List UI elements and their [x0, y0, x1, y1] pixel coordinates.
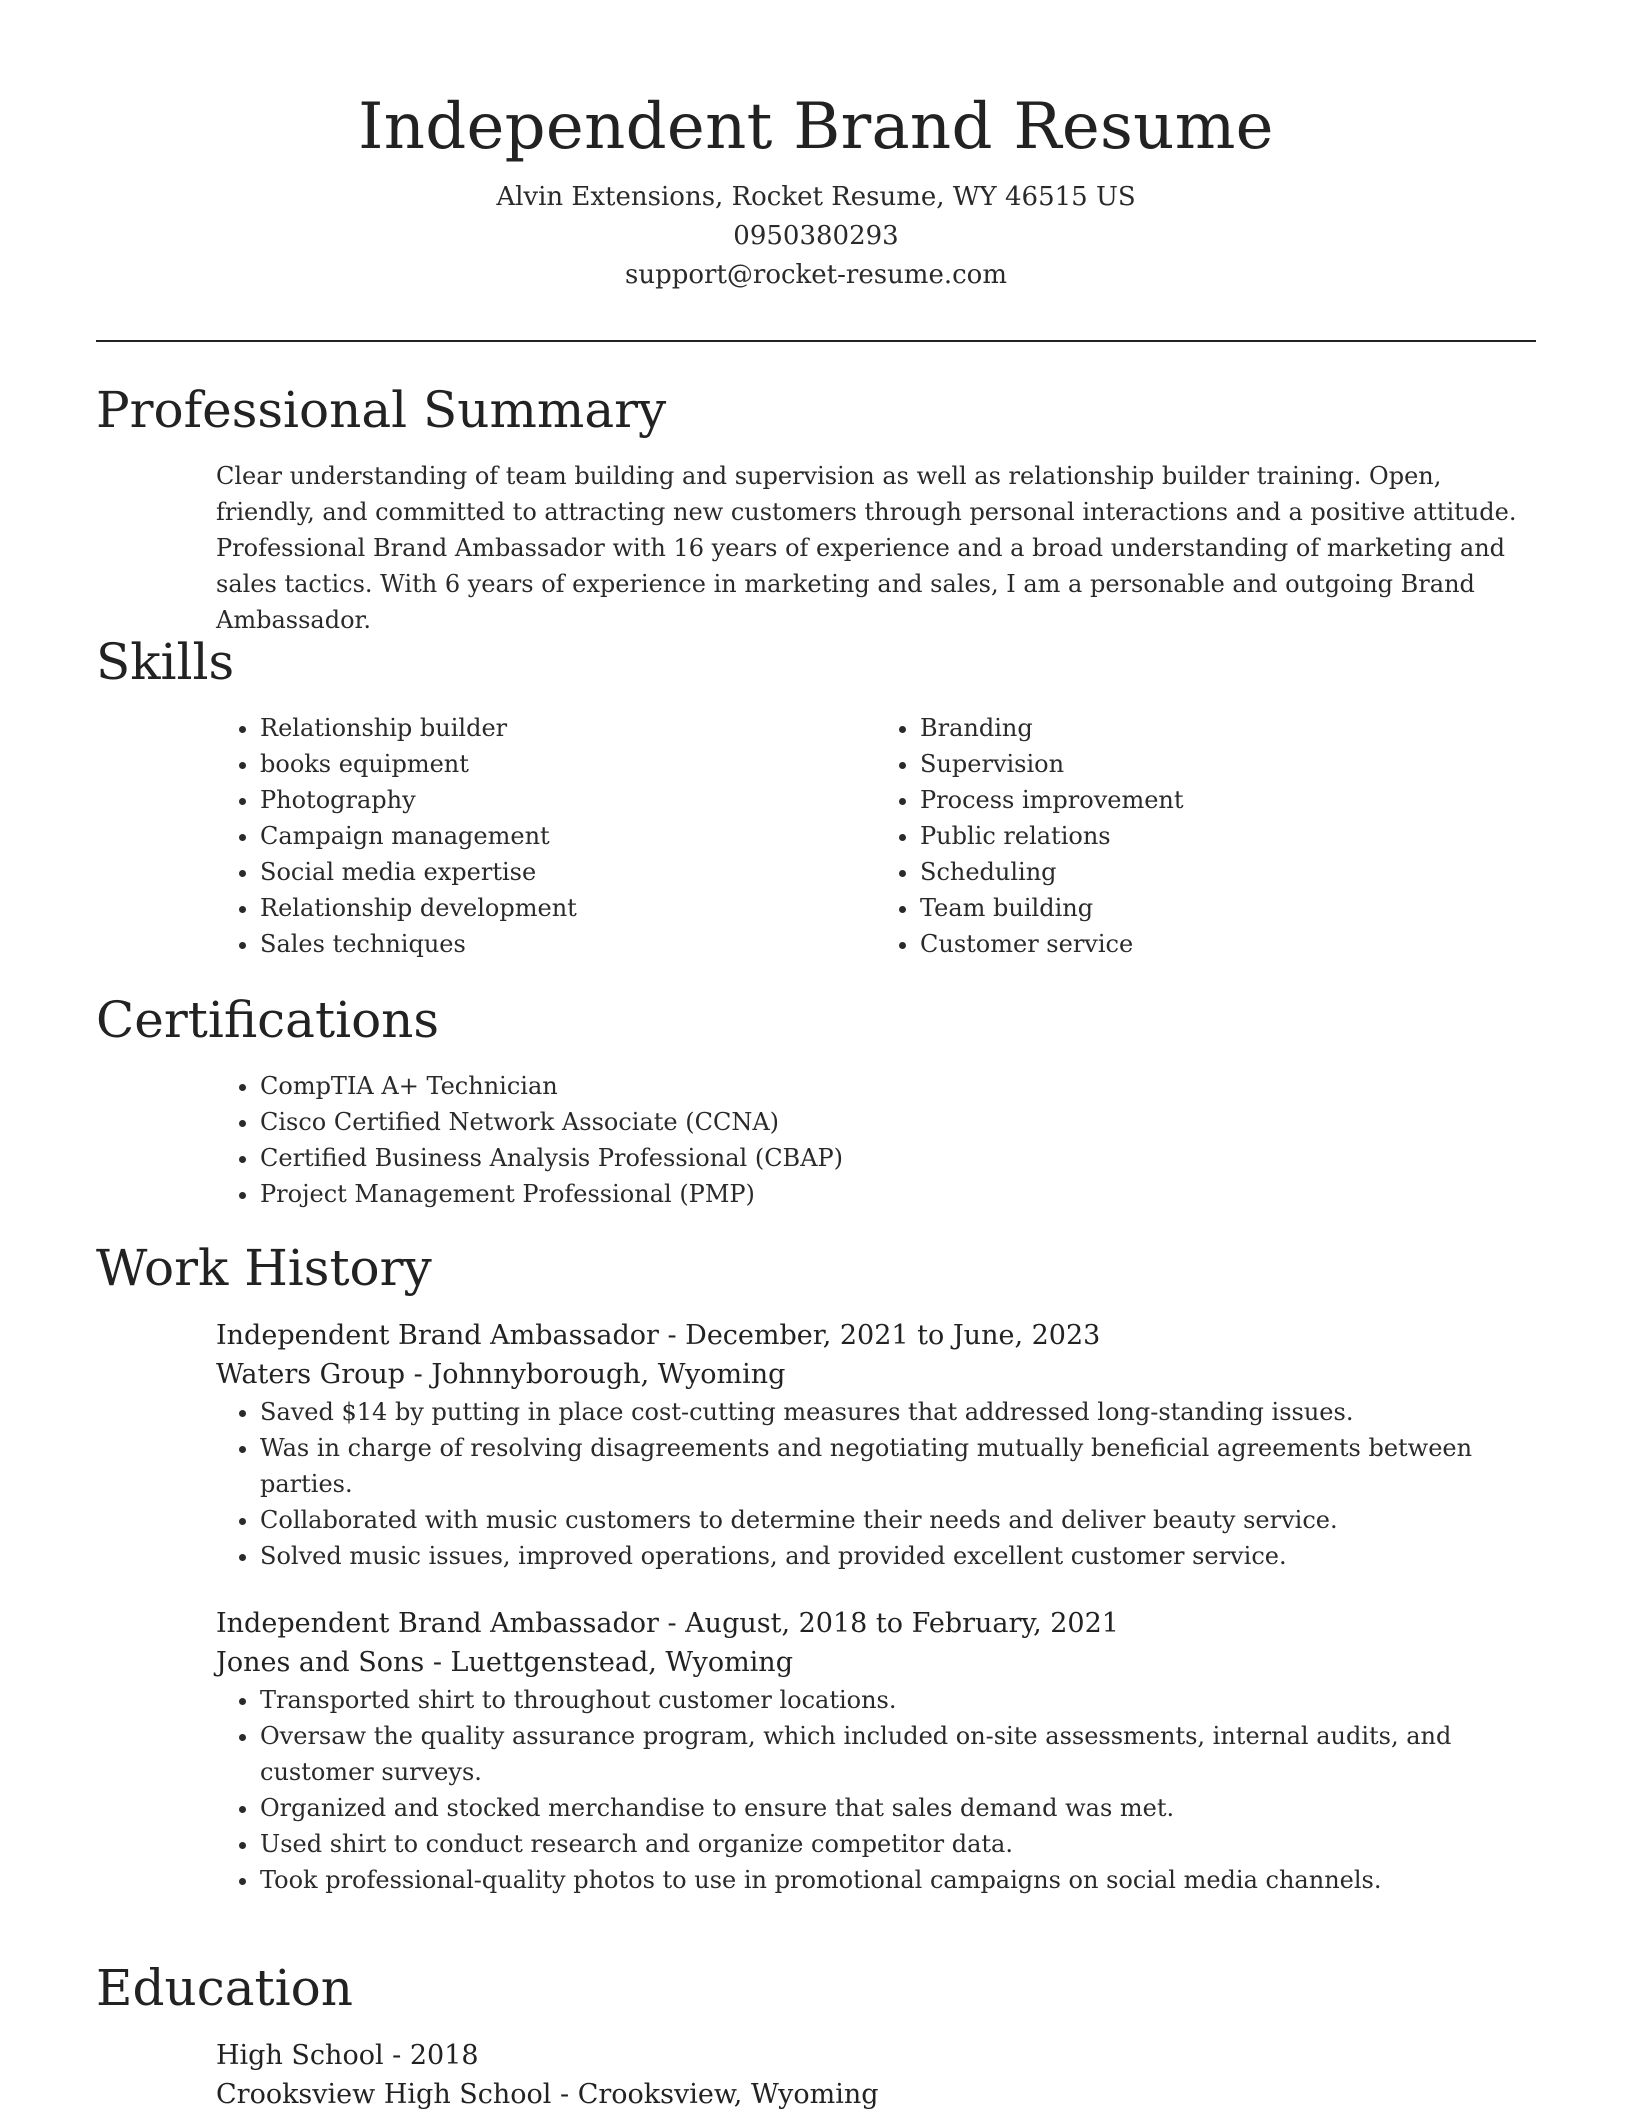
header-divider: [96, 340, 1536, 342]
skill-item: • Process improvement: [920, 782, 1536, 818]
certification-item: • Project Management Professional (PMP): [260, 1176, 1536, 1212]
certification-item: • Certified Business Analysis Professional (CBAP): [260, 1140, 1536, 1176]
job-bullet: • Transported shirt to throughout customer locations.: [260, 1682, 1536, 1718]
certifications-list: [216, 1068, 1536, 1212]
work-history-heading: Work History: [96, 1239, 432, 1297]
skill-item: • Relationship builder: [260, 710, 876, 746]
skill-item: • Customer service: [920, 926, 1536, 962]
education-degree-line: High School - 2018: [216, 2040, 479, 2071]
skill-item: • Branding: [920, 710, 1536, 746]
job-bullet: • Organized and stocked merchandise to ensure that sales demand was met.: [260, 1790, 1536, 1826]
education-heading: Education: [96, 1959, 353, 2017]
resume-name: Independent Brand Resume: [358, 90, 1274, 164]
skills-column-right: [876, 710, 1536, 962]
work-history: [216, 1316, 1536, 1898]
certification-item: • Cisco Certified Network Associate (CCNA): [260, 1104, 1536, 1140]
job-company-line: Waters Group - Johnnyborough, Wyoming: [216, 1359, 786, 1390]
skills-list: [216, 710, 1536, 962]
phone: 0950380293: [733, 221, 899, 251]
resume-header: [0, 0, 1632, 295]
summary-heading: Professional Summary: [96, 381, 667, 439]
skill-item: • Sales techniques: [260, 926, 876, 962]
skill-item: • books equipment: [260, 746, 876, 782]
education-entry: [216, 2036, 1536, 2114]
job-entry: [216, 1316, 1536, 1574]
certification-item: • CompTIA A+ Technician: [260, 1068, 1536, 1104]
job-bullet: • Was in charge of resolving disagreements and negotiating mutually beneficial agreements between parties.: [260, 1430, 1536, 1502]
skills-column-left: [216, 710, 876, 962]
job-title-line: Independent Brand Ambassador - August, 2018 to February, 2021: [216, 1608, 1119, 1639]
education-school-line: Crooksview High School - Crooksview, Wyoming: [216, 2079, 879, 2110]
skill-item: • Scheduling: [920, 854, 1536, 890]
job-bullet: • Oversaw the quality assurance program, which included on-site assessments, internal audits, and customer surveys.: [260, 1718, 1536, 1790]
job-title-line: Independent Brand Ambassador - December, 2021 to June, 2023: [216, 1320, 1101, 1351]
job-bullet: • Took professional-quality photos to use in promotional campaigns on social media channels.: [260, 1862, 1536, 1898]
skill-item: • Public relations: [920, 818, 1536, 854]
skill-item: • Relationship development: [260, 890, 876, 926]
email: support@rocket-resume.com: [624, 260, 1007, 290]
summary-text: Clear understanding of team building and supervision as well as relationship builder training. Open, friendly, and committed to attracting new customers through personal interactions and a positive attitude. Professional Brand Ambassador with 16 years of experience and a broad understanding of marketing and sales tactics. With 6 years of experience in marketing and sales, I am a personable and outgoing Brand Ambassador.: [216, 462, 1517, 634]
skills-heading: Skills: [96, 633, 235, 691]
skill-item: • Supervision: [920, 746, 1536, 782]
skill-item: • Photography: [260, 782, 876, 818]
address: Alvin Extensions, Rocket Resume, WY 46515 US: [496, 182, 1136, 212]
job-entry: [216, 1604, 1536, 1898]
job-bullet: • Saved $14 by putting in place cost-cutting measures that addressed long-standing issues.: [260, 1394, 1536, 1430]
job-bullet: • Collaborated with music customers to determine their needs and deliver beauty service.: [260, 1502, 1536, 1538]
job-bullet: • Used shirt to conduct research and organize competitor data.: [260, 1826, 1536, 1862]
skill-item: • Campaign management: [260, 818, 876, 854]
job-bullets: [216, 1682, 1536, 1898]
contact-block: [0, 178, 1632, 295]
job-bullet: • Solved music issues, improved operations, and provided excellent customer service.: [260, 1538, 1536, 1574]
skill-item: • Team building: [920, 890, 1536, 926]
job-bullets: [216, 1394, 1536, 1574]
certifications-heading: Certifications: [96, 991, 440, 1049]
job-company-line: Jones and Sons - Luettgenstead, Wyoming: [216, 1647, 793, 1678]
skill-item: • Social media expertise: [260, 854, 876, 890]
